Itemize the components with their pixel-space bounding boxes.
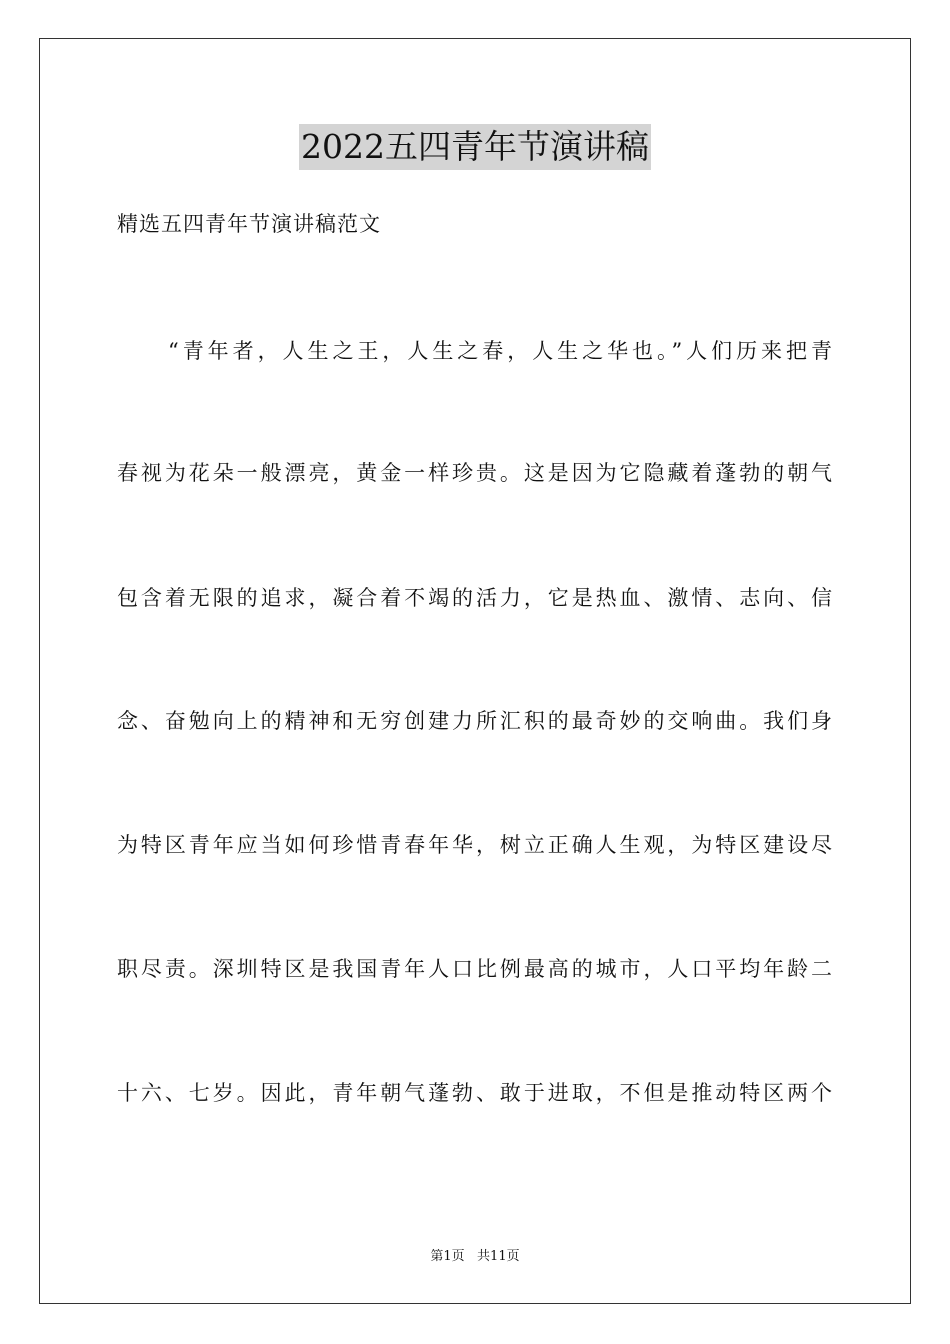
body-line: 为特区青年应当如何珍惜青春年华，树立正确人生观，为特区建设尽: [117, 833, 833, 857]
page-footer: 第1页 共11页: [430, 1249, 520, 1264]
title-container: [0, 124, 950, 170]
body-line: 包含着无限的追求，凝合着不竭的活力，它是热血、激情、志向、信: [117, 586, 833, 610]
body-line: 职尽责。深圳特区是我国青年人口比例最高的城市，人口平均年龄二: [117, 957, 833, 981]
body-line: 念、奋勉向上的精神和无穷创建力所汇积的最奇妙的交响曲。我们身: [117, 709, 833, 733]
document-subtitle: 精选五四青年节演讲稿范文: [117, 212, 381, 236]
body-line: “青年者，人生之王，人生之春，人生之华也。”人们历来把青: [168, 339, 833, 363]
body-line: 春视为花朵一般漂亮，黄金一样珍贵。这是因为它隐藏着蓬勃的朝气: [117, 461, 833, 485]
document-title: 2022五四青年节演讲稿: [299, 124, 651, 170]
body-line: 十六、七岁。因此，青年朝气蓬勃、敢于进取，不但是推动特区两个: [117, 1081, 833, 1105]
